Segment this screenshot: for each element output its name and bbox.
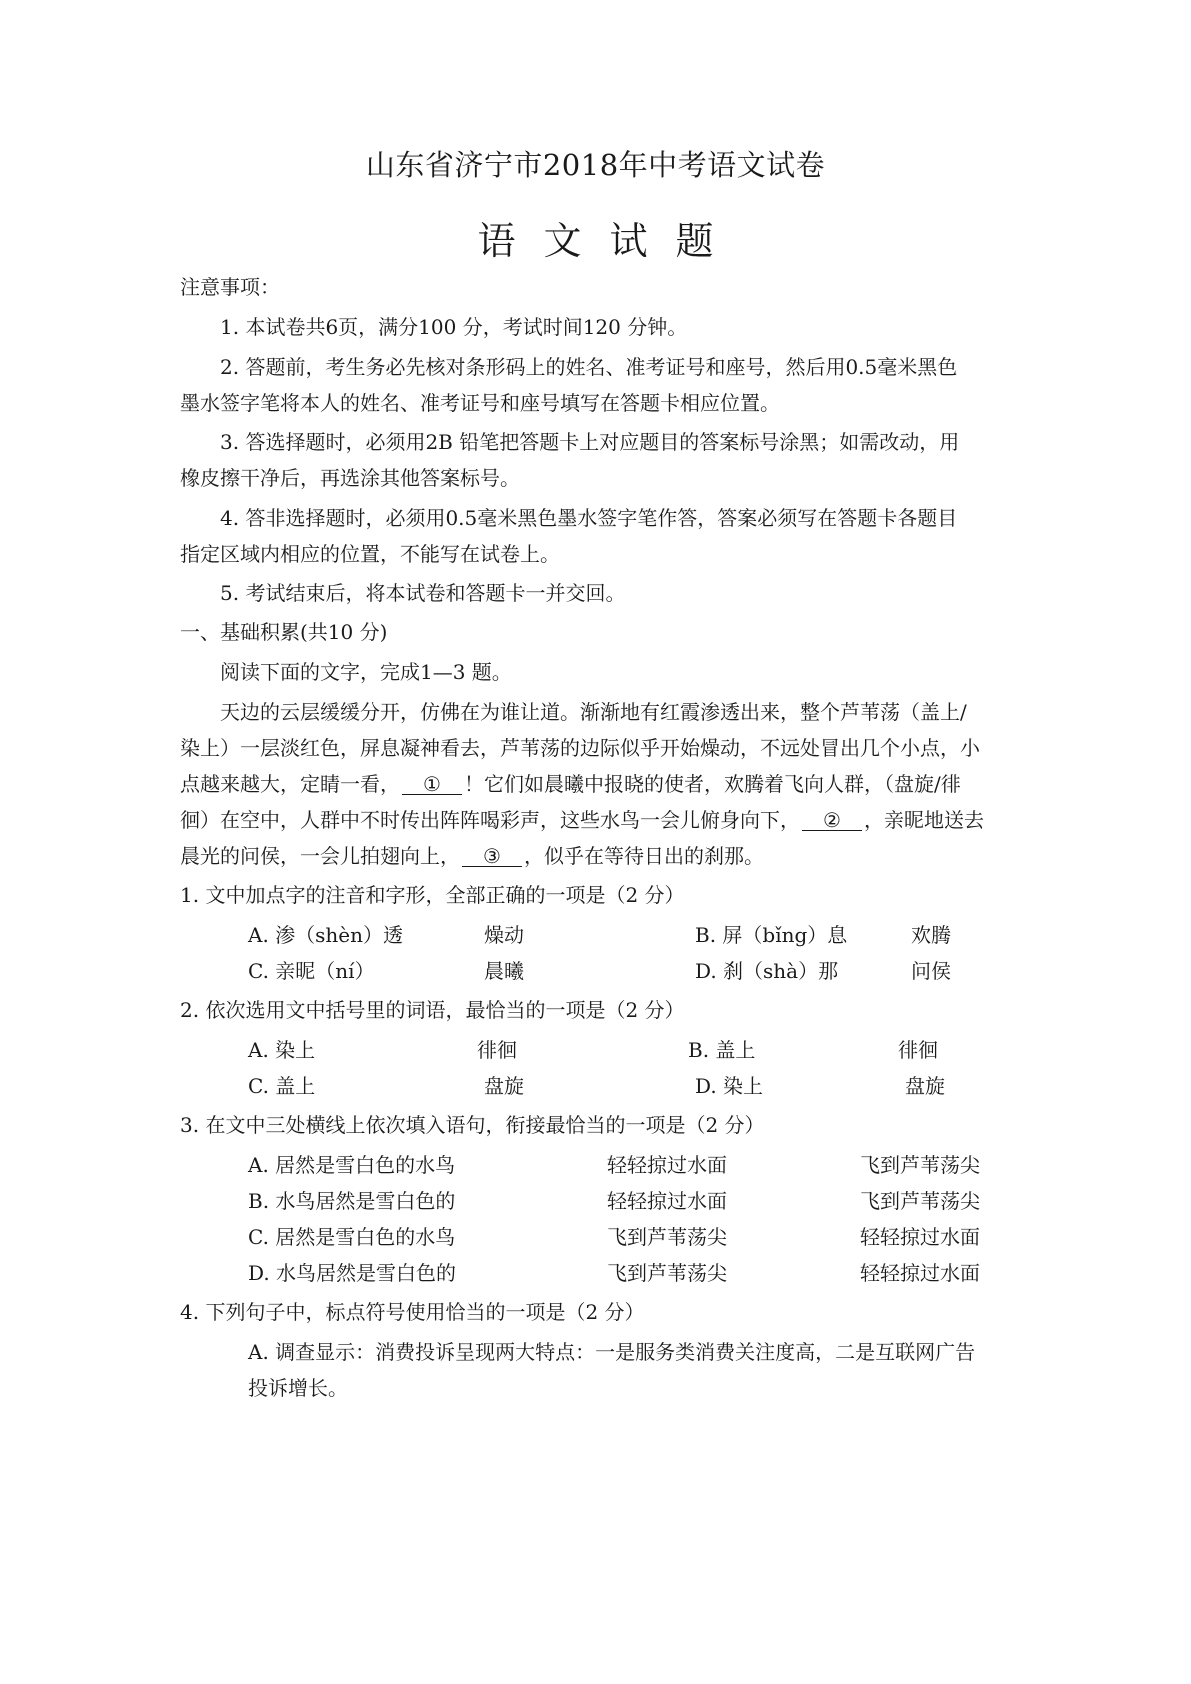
q1-option-a-word: 燥动 <box>484 923 524 947</box>
q1-option-b-word: 欢腾 <box>911 923 951 947</box>
passage-text: 晨光的问侯，一会儿拍翅向上， <box>180 844 460 868</box>
passage-text: ，亲昵地送去 <box>864 808 984 832</box>
fill-blank-3: ③ <box>462 846 522 867</box>
passage-text: 徊）在空中，人群中不时传出阵阵喝彩声，这些水鸟一会儿俯身向下， <box>180 808 800 832</box>
q2-option-c: C. 盖上 <box>248 1074 316 1098</box>
notice-item: 1. 本试卷共6页，满分100 分，考试时间120 分钟。 <box>220 315 688 339</box>
q3-option-b-part3: 飞到芦苇荡尖 <box>860 1189 980 1213</box>
q1-option-c: C. 亲昵（ní） <box>248 959 375 983</box>
q2-option-b-word: 徘徊 <box>898 1038 938 1062</box>
fill-blank-2: ② <box>802 810 862 831</box>
passage-line <box>180 844 1020 868</box>
q1-option-a: A. 渗（shèn）透 <box>248 923 404 947</box>
q3-option-b: B. 水鸟居然是雪白色的 <box>248 1189 456 1213</box>
passage-text: ！它们如晨曦中报晓的使者，欢腾着飞向人群，（盘旋/徘 <box>464 772 961 796</box>
page-title: 山东省济宁市2018年中考语文试卷 <box>365 148 826 182</box>
question-stem: 3. 在文中三处横线上依次填入语句，衔接最恰当的一项是（2 分） <box>180 1113 765 1137</box>
q4-option-a: A. 调查显示：消费投诉呈现两大特点：一是服务类消费关注度高，二是互联网广告 <box>248 1340 976 1364</box>
notice-item-continued: 墨水签字笔将本人的姓名、准考证号和座号填写在答题卡相应位置。 <box>180 391 780 415</box>
notice-item: 2. 答题前，考生务必先核对条形码上的姓名、准考证号和座号，然后用0.5毫米黑色 <box>220 355 958 379</box>
notice-item: 4. 答非选择题时，必须用0.5毫米黑色墨水签字笔作答，答案必须写在答题卡各题目 <box>220 506 958 530</box>
q3-option-a-part2: 轻轻掠过水面 <box>607 1153 727 1177</box>
q2-option-a: A. 染上 <box>248 1038 316 1062</box>
q2-option-d: D. 染上 <box>695 1074 764 1098</box>
question-stem: 1. 文中加点字的注音和字形，全部正确的一项是（2 分） <box>180 883 685 907</box>
q3-option-c-part2: 飞到芦苇荡尖 <box>607 1225 727 1249</box>
question-stem: 2. 依次选用文中括号里的词语，最恰当的一项是（2 分） <box>180 998 685 1022</box>
q3-option-a-part3: 飞到芦苇荡尖 <box>860 1153 980 1177</box>
passage-line <box>180 772 1020 796</box>
q3-option-d: D. 水鸟居然是雪白色的 <box>248 1261 457 1285</box>
passage-line: 染上）一层淡红色，屏息凝神看去，芦苇荡的边际似乎开始燥动，不远处冒出几个小点，小 <box>180 736 980 760</box>
notice-item: 5. 考试结束后，将本试卷和答题卡一并交回。 <box>220 581 626 605</box>
passage-text: ，似乎在等待日出的刹那。 <box>524 844 764 868</box>
q4-option-a-continued: 投诉增长。 <box>248 1376 348 1400</box>
q2-option-b: B. 盖上 <box>688 1038 756 1062</box>
q3-option-d-part2: 飞到芦苇荡尖 <box>607 1261 727 1285</box>
q1-option-c-word: 晨曦 <box>484 959 524 983</box>
q2-option-d-word: 盘旋 <box>905 1074 945 1098</box>
q1-option-d: D. 刹（shà）那 <box>695 959 839 983</box>
q1-option-d-word: 问侯 <box>911 959 951 983</box>
fill-blank-1: ① <box>402 774 462 795</box>
q3-option-c-part3: 轻轻掠过水面 <box>860 1225 980 1249</box>
q3-option-c: C. 居然是雪白色的水鸟 <box>248 1225 456 1249</box>
q1-option-b: B. 屏（bǐng）息 <box>695 923 848 947</box>
q3-option-d-part3: 轻轻掠过水面 <box>860 1261 980 1285</box>
passage-line: 天边的云层缓缓分开，仿佛在为谁让道。渐渐地有红霞渗透出来，整个芦苇荡（盖上/ <box>220 700 967 724</box>
notice-item: 3. 答选择题时，必须用2B 铅笔把答题卡上对应题目的答案标号涂黑；如需改动，用 <box>220 430 960 454</box>
q3-option-b-part2: 轻轻掠过水面 <box>607 1189 727 1213</box>
passage-line <box>180 808 1020 832</box>
notice-item-continued: 橡皮擦干净后，再选涂其他答案标号。 <box>180 466 520 490</box>
page-subtitle: 语文试题 <box>477 219 742 263</box>
section-instruction: 阅读下面的文字，完成1—3 题。 <box>220 660 512 684</box>
notice-item-continued: 指定区域内相应的位置，不能写在试卷上。 <box>180 542 560 566</box>
q2-option-c-word: 盘旋 <box>484 1074 524 1098</box>
section-heading: 一、基础积累(共10 分) <box>180 620 388 644</box>
notice-heading: 注意事项： <box>180 275 280 299</box>
question-stem: 4. 下列句子中，标点符号使用恰当的一项是（2 分） <box>180 1300 645 1324</box>
q3-option-a: A. 居然是雪白色的水鸟 <box>248 1153 456 1177</box>
passage-text: 点越来越大，定睛一看， <box>180 772 400 796</box>
q2-option-a-word: 徘徊 <box>477 1038 517 1062</box>
